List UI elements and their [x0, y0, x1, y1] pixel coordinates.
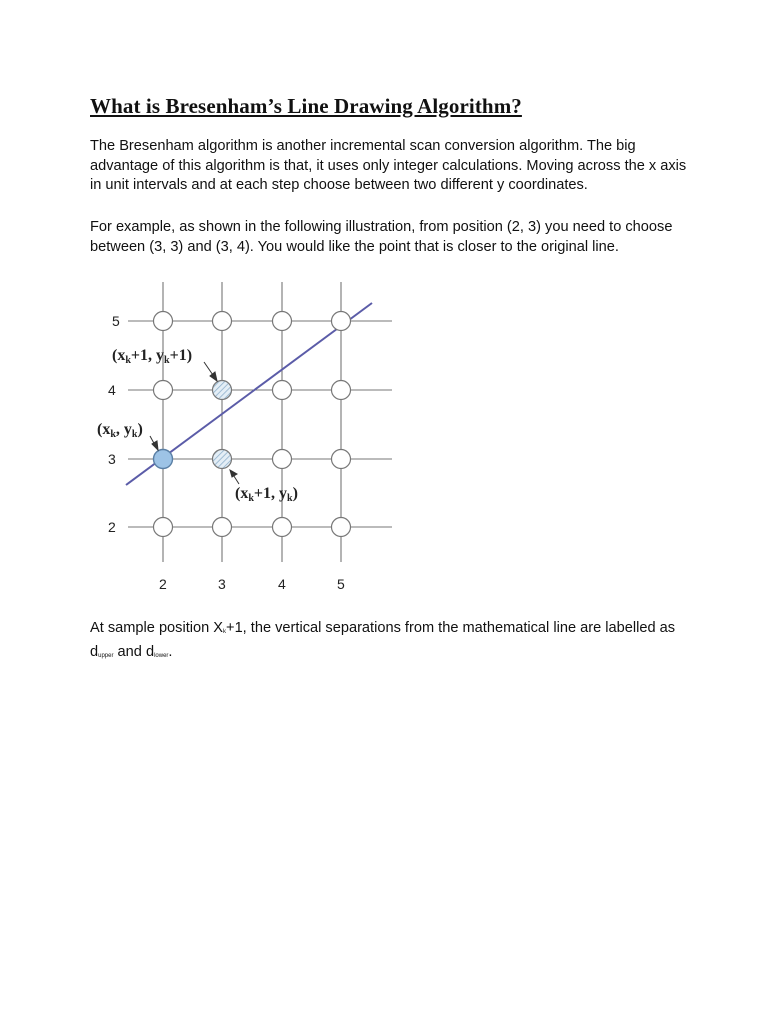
- label-upper-candidate: (xk+1, yk+1): [112, 347, 193, 366]
- label-lower-candidate: (xk+1, yk): [235, 485, 298, 504]
- p3-text-end: .: [168, 643, 173, 660]
- y-tick-5: 5: [112, 313, 120, 329]
- y-tick-3: 3: [108, 451, 116, 467]
- pixel-4-3: [273, 450, 292, 469]
- p3-sub-upper: upper: [98, 652, 114, 659]
- pixel-2-5: [154, 312, 173, 331]
- pixel-2-4: [154, 381, 173, 400]
- y-tick-2: 2: [108, 519, 116, 535]
- pixel-4-2: [273, 518, 292, 537]
- pixel-5-2: [332, 518, 351, 537]
- pixel-3-5: [213, 312, 232, 331]
- arrow-lower-head: [230, 470, 237, 477]
- candidate-pixel-3-4: [213, 381, 232, 400]
- pixel-4-5: [273, 312, 292, 331]
- bresenham-grid-diagram: [92, 276, 402, 596]
- p3-sub-k: k: [223, 629, 227, 635]
- arrow-upper-head: [210, 372, 217, 381]
- y-tick-4: 4: [108, 382, 116, 398]
- page-title: What is Bresenham’s Line Drawing Algorithm?: [90, 94, 522, 118]
- label-current-point: (xk, yk): [97, 421, 143, 440]
- pixel-2-2: [154, 518, 173, 537]
- x-tick-5: 5: [337, 576, 345, 592]
- current-pixel-2-3: [154, 450, 173, 469]
- pixel-5-4: [332, 381, 351, 400]
- x-tick-2: 2: [159, 576, 167, 592]
- candidate-pixel-3-3: [213, 450, 232, 469]
- sample-position-paragraph: [90, 619, 690, 666]
- x-tick-3: 3: [218, 576, 226, 592]
- p3-text-and: and d: [113, 643, 155, 660]
- pixel-4-4: [273, 381, 292, 400]
- p3-text-before: At sample position X: [90, 620, 224, 636]
- p3-sub-lower: lower: [154, 652, 169, 659]
- example-paragraph: For example, as shown in the following illustration, from position (2, 3) you need to choose between (3, 3) and (3, 4). You would like the point that is closer to the original line.: [90, 219, 673, 255]
- x-tick-4: 4: [278, 576, 286, 592]
- intro-paragraph: The Bresenham algorithm is another incremental scan conversion algorithm. The big advantage of this algorithm is that, it uses only integer calculations. Moving across the x axis in unit intervals and at each step choose between two different y coordinates.: [90, 138, 687, 193]
- pixel-3-2: [213, 518, 232, 537]
- pixel-5-5: [332, 312, 351, 331]
- p3-text-middle: +1, the vertical separations from the mathematical line are labelled as d: [90, 620, 676, 660]
- pixel-5-3: [332, 450, 351, 469]
